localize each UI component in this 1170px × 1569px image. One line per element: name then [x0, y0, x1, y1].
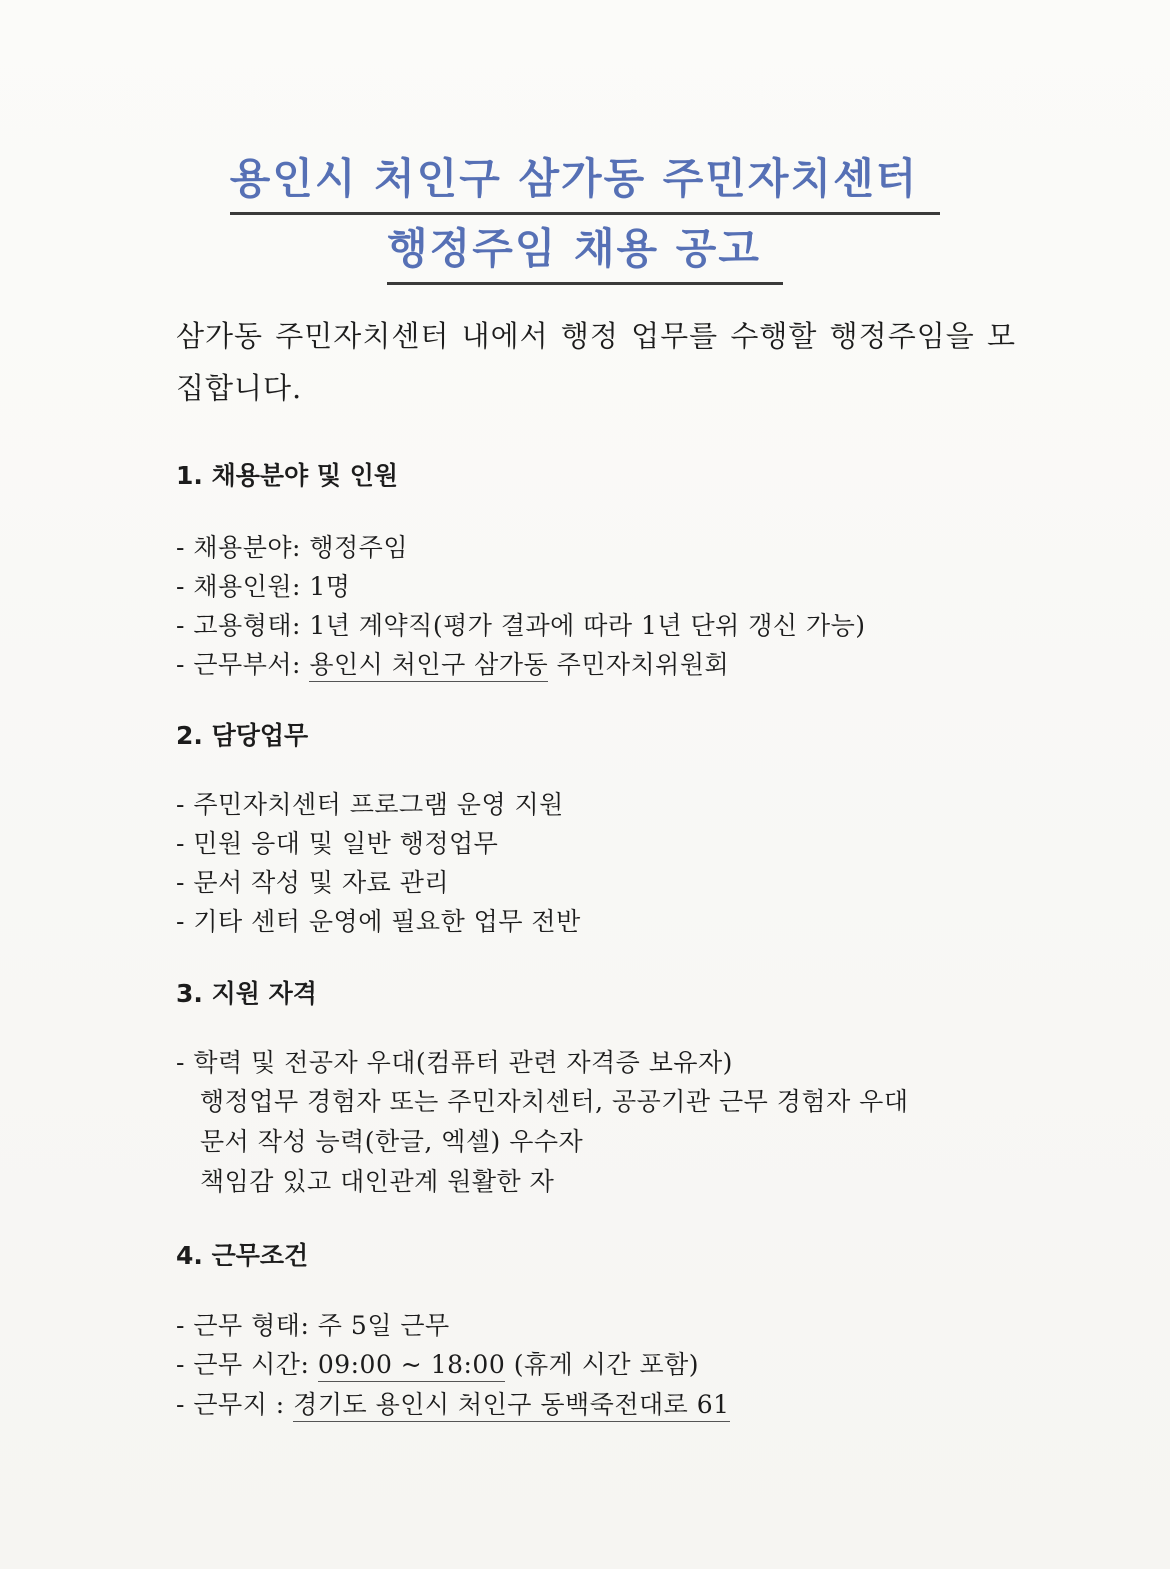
section-1-item: - 채용분야: 행정주임	[176, 533, 408, 562]
section-4-item: - 근무 형태: 주 5일 근무	[176, 1311, 450, 1340]
item-label: - 근무 시간:	[176, 1350, 318, 1379]
section-3-item: - 학력 및 전공자 우대(컴퓨터 관련 자격증 보유자)	[176, 1048, 733, 1077]
item-suffix: (휴게 시간 포함)	[505, 1350, 699, 1379]
title-text-2: 행정주임 채용 공고	[387, 216, 783, 285]
section-2-item: - 주민자치센터 프로그램 운영 지원	[176, 790, 564, 819]
section-2-item: - 문서 작성 및 자료 관리	[176, 868, 450, 897]
section-2-item: - 민원 응대 및 일반 행정업무	[176, 829, 499, 858]
section-2-item: - 기타 센터 운영에 필요한 업무 전반	[176, 907, 581, 936]
section-4-heading: 4. 근무조건	[176, 1241, 309, 1270]
item-suffix: 주민자치위원회	[548, 650, 730, 679]
title-line-2	[0, 216, 1170, 285]
section-4-item	[176, 1345, 699, 1381]
section-2-heading: 2. 담당업무	[176, 721, 309, 750]
item-label: - 근무지 :	[176, 1390, 294, 1419]
section-3-item: 문서 작성 능력(한글, 엑셀) 우수자	[200, 1127, 584, 1156]
title-text-1: 용인시 처인구 삼가동 주민자치센터	[230, 146, 940, 215]
section-3-heading: 3. 지원 자격	[176, 979, 317, 1008]
section-3-item: 행정업무 경험자 또는 주민자치센터, 공공기관 근무 경험자 우대	[200, 1087, 909, 1116]
underlined-value: 09:00 ~ 18:00	[318, 1350, 505, 1382]
section-1-heading: 1. 채용분야 및 인원	[176, 461, 399, 490]
intro-paragraph: 삼가동 주민자치센터 내에서 행정 업무를 수행할 행정주임을 모집합니다.	[176, 319, 1016, 405]
section-3-item: 책임감 있고 대인관계 원활한 자	[200, 1167, 555, 1196]
underlined-value: 용인시 처인구 삼가동	[309, 650, 548, 682]
item-label: - 근무부서:	[176, 650, 310, 679]
underlined-value: 경기도 용인시 처인구 동백죽전대로 61	[293, 1390, 729, 1422]
title-line-1	[0, 146, 1170, 215]
section-1-item	[176, 645, 729, 681]
section-1-item: - 고용형태: 1년 계약직(평가 결과에 따라 1년 단위 갱신 가능)	[176, 611, 866, 640]
section-1-item: - 채용인원: 1명	[176, 572, 351, 601]
section-4-item	[176, 1385, 730, 1421]
